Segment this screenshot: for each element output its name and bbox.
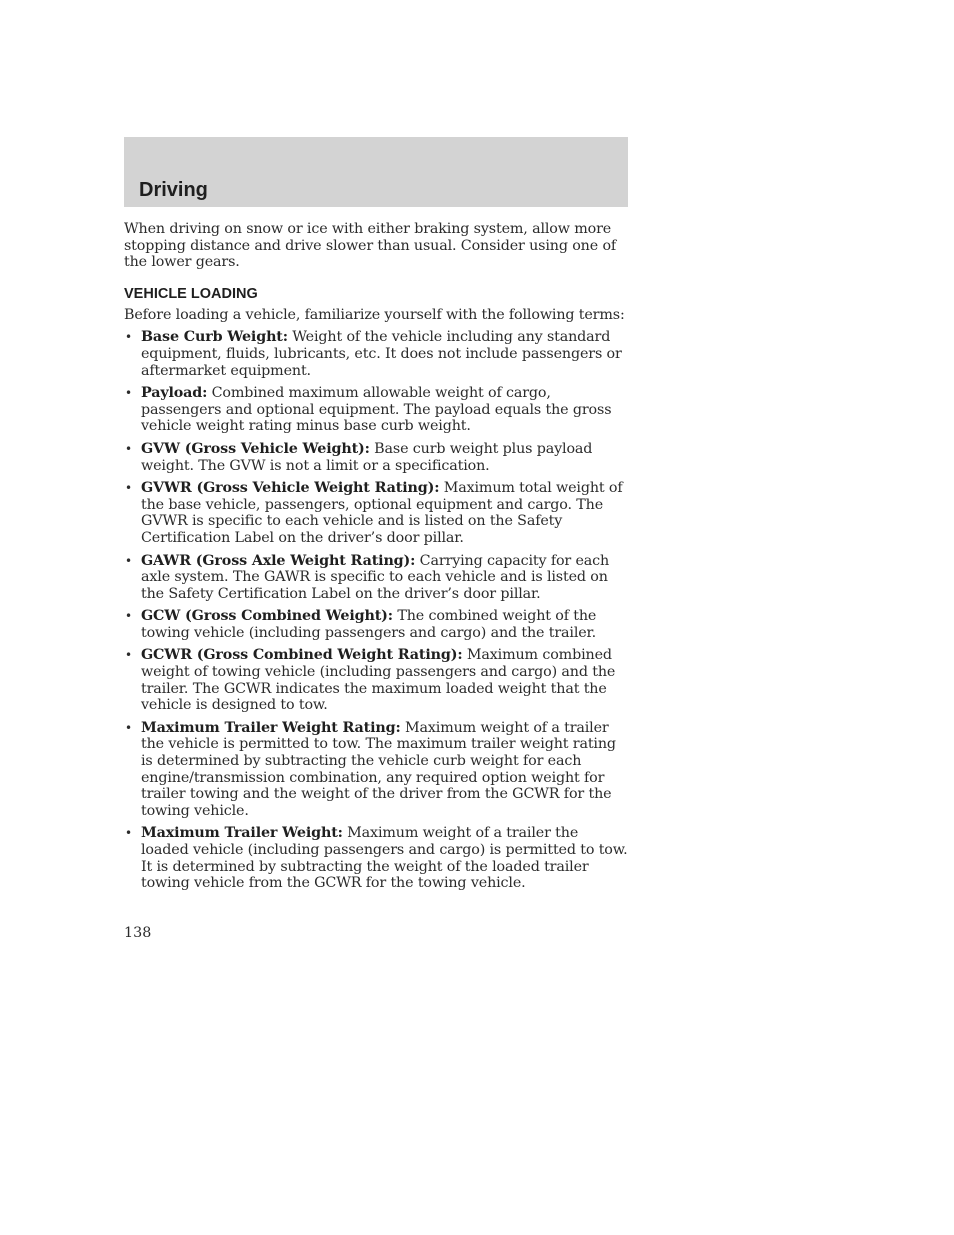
- bullet-icon: •: [125, 553, 132, 568]
- list-item: [124, 825, 630, 891]
- bullet-icon: •: [125, 330, 132, 345]
- bullet-icon: •: [125, 648, 132, 663]
- term-definition: Maximum weight of a trailer the vehicle is permitted to tow. The maximum trailer weight rating is determined by subtracting the vehicle curb weight for each engine/transmission combination, any required option weight for trailer towing and the weight of the driver from the GCWR for the towing vehicle.: [141, 719, 616, 819]
- list-item: [124, 553, 630, 603]
- term-label: Base Curb Weight:: [141, 329, 288, 346]
- list-item: [124, 647, 630, 713]
- term-label: GAWR (Gross Axle Weight Rating):: [141, 552, 416, 569]
- terms-list: [124, 329, 630, 891]
- list-item: [124, 441, 630, 474]
- bullet-icon: •: [125, 441, 132, 456]
- term-label: GCWR (Gross Combined Weight Rating):: [141, 647, 463, 664]
- bullet-icon: •: [125, 720, 132, 735]
- term-definition: Weight of the vehicle including any standard equipment, fluids, lubricants, etc. It does not include passengers or aftermarket equipment.: [141, 329, 622, 379]
- term-label: Maximum Trailer Weight:: [141, 825, 343, 842]
- section-header-band: [124, 137, 628, 207]
- term-label: GVWR (Gross Vehicle Weight Rating):: [141, 480, 440, 497]
- term-label: Maximum Trailer Weight Rating:: [141, 719, 401, 736]
- intro-paragraph: When driving on snow or ice with either braking system, allow more stopping distance and drive slower than usual. Consider using one of the lower gears.: [124, 221, 617, 271]
- term-definition: Maximum total weight of the base vehicle, passengers, optional equipment and cargo. The GVWR is specific to each vehicle and is listed on the Safety Certification Label on the driver’s door pillar.: [141, 480, 623, 546]
- page-number: 138: [124, 925, 152, 941]
- section-title: Driving: [139, 179, 208, 201]
- list-item: [124, 480, 630, 546]
- term-definition: Maximum combined weight of towing vehicle (including passengers and cargo) and the trailer. The GCWR indicates the maximum loaded weight that the vehicle is designed to tow.: [141, 647, 616, 714]
- list-item: [124, 329, 630, 379]
- term-label: GVW (Gross Vehicle Weight):: [141, 440, 370, 457]
- list-item: [124, 608, 630, 641]
- term-definition: Combined maximum allowable weight of cargo, passengers and optional equipment. The payload equals the gross vehicle weight rating minus base curb weight.: [141, 385, 612, 435]
- bullet-icon: •: [125, 609, 132, 624]
- term-definition: Maximum weight of a trailer the loaded vehicle (including passengers and cargo) is permitted to tow. It is determined by subtracting the weight of the loaded trailer towing vehicle from the GCWR for the towing vehicle.: [141, 825, 628, 892]
- bullet-icon: •: [125, 826, 132, 841]
- vehicle-loading-heading: VEHICLE LOADING: [124, 285, 258, 302]
- page-content: [124, 221, 630, 898]
- bullet-icon: •: [125, 481, 132, 496]
- term-label: GCW (Gross Combined Weight):: [141, 608, 393, 625]
- term-definition: Carrying capacity for each axle system. The GAWR is specific to each vehicle and is listed on the Safety Certification Label on the driver’s door pillar.: [141, 552, 610, 602]
- list-item: [124, 385, 630, 435]
- bullet-icon: •: [125, 386, 132, 401]
- term-definition: Base curb weight plus payload weight. The GVW is not a limit or a specification.: [141, 440, 593, 474]
- term-label: Payload:: [141, 385, 208, 402]
- vehicle-loading-lead: Before loading a vehicle, familiarize yourself with the following terms:: [124, 306, 625, 323]
- term-definition: The combined weight of the towing vehicle (including passengers and cargo) and the trailer.: [141, 608, 597, 641]
- list-item: [124, 720, 630, 820]
